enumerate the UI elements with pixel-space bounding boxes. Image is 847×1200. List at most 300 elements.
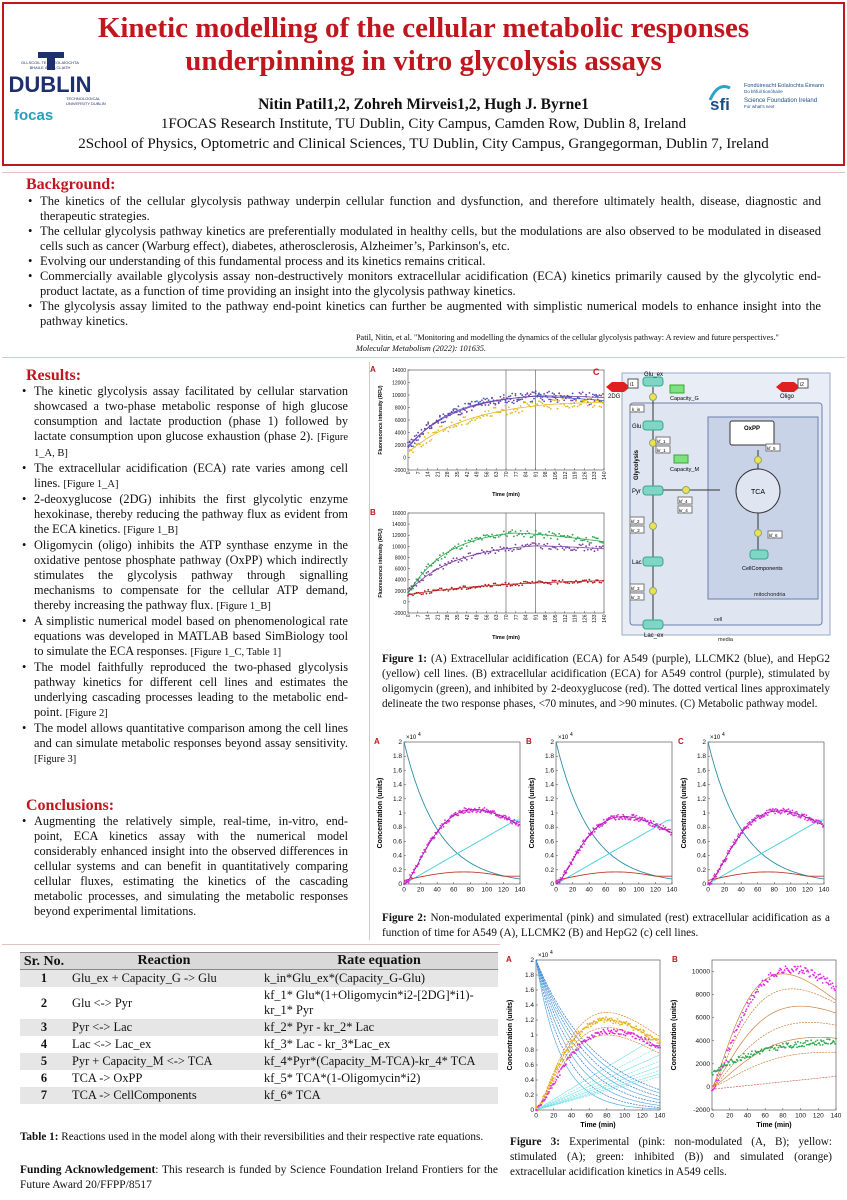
data-point bbox=[632, 1027, 634, 1029]
data-point bbox=[645, 1038, 647, 1040]
data-point bbox=[567, 405, 569, 407]
x-tick-label: 80 bbox=[770, 886, 778, 894]
plot-frame bbox=[556, 742, 672, 884]
data-point bbox=[422, 579, 424, 581]
table-cell-rate: kf_4*Pyr*(Capacity_M-TCA)-kr_4* TCA bbox=[260, 1053, 498, 1070]
data-point bbox=[569, 1047, 571, 1049]
data-point bbox=[835, 986, 837, 988]
data-point bbox=[761, 816, 763, 818]
data-point bbox=[816, 976, 818, 978]
sfi-logo-mark bbox=[706, 78, 842, 118]
data-point bbox=[424, 436, 426, 438]
data-point bbox=[547, 392, 549, 394]
data-point bbox=[530, 544, 532, 546]
data-point bbox=[580, 393, 582, 395]
panel-letter: A bbox=[506, 955, 512, 964]
y-axis-label: Concentration (units) bbox=[377, 777, 384, 849]
data-point bbox=[785, 1047, 787, 1049]
tca-label: TCA bbox=[751, 489, 765, 496]
data-point bbox=[461, 547, 463, 549]
x-tick-label: 84 bbox=[523, 614, 530, 621]
data-point bbox=[571, 1043, 573, 1045]
background-list bbox=[28, 194, 821, 329]
table-row bbox=[20, 1036, 498, 1053]
data-point bbox=[483, 401, 485, 403]
data-point bbox=[523, 536, 525, 538]
x-tick-label: 42 bbox=[464, 614, 471, 621]
data-point bbox=[586, 1040, 588, 1042]
series-line bbox=[404, 742, 520, 879]
results-item bbox=[22, 721, 348, 767]
data-point bbox=[505, 582, 507, 584]
data-point bbox=[513, 400, 515, 402]
kf1-reaction bbox=[650, 440, 657, 447]
data-point bbox=[508, 816, 510, 818]
data-point bbox=[426, 424, 428, 426]
data-point bbox=[575, 549, 577, 551]
data-point bbox=[516, 535, 518, 537]
y-tick-label: 1.6 bbox=[524, 987, 534, 994]
data-point bbox=[552, 580, 554, 582]
data-point bbox=[769, 1049, 771, 1051]
data-point bbox=[510, 395, 512, 397]
data-point bbox=[656, 1042, 658, 1044]
data-point bbox=[784, 969, 786, 971]
data-point bbox=[738, 1026, 740, 1028]
data-point bbox=[571, 1040, 573, 1042]
data-point bbox=[479, 401, 481, 403]
data-point bbox=[709, 884, 711, 886]
data-point bbox=[768, 974, 770, 976]
conclusions-list bbox=[22, 814, 348, 919]
data-point bbox=[555, 1069, 557, 1071]
data-point bbox=[442, 552, 444, 554]
series-line bbox=[404, 810, 520, 885]
y-tick-label: 0.6 bbox=[392, 838, 402, 846]
table-row bbox=[20, 970, 498, 988]
data-point bbox=[518, 548, 520, 550]
data-point bbox=[468, 808, 470, 810]
data-point bbox=[456, 408, 458, 410]
x-tick-label: 140 bbox=[514, 886, 526, 894]
results-item bbox=[22, 660, 348, 721]
data-point bbox=[579, 544, 581, 546]
data-point bbox=[508, 531, 510, 533]
figure2-panel-b bbox=[526, 732, 678, 894]
data-point bbox=[747, 823, 749, 825]
data-point bbox=[488, 404, 490, 406]
x-tick-label: 40 bbox=[433, 886, 441, 894]
y-tick-label: 1.4 bbox=[696, 781, 706, 789]
data-point bbox=[790, 1045, 792, 1047]
data-point bbox=[739, 1056, 741, 1058]
x-tick-label: 140 bbox=[830, 1112, 842, 1120]
data-point bbox=[767, 981, 769, 983]
data-point bbox=[542, 402, 544, 404]
y-tick-label: 1 bbox=[398, 810, 402, 817]
y-tick-label: 0.2 bbox=[544, 866, 554, 874]
x-tick-label: 60 bbox=[602, 886, 610, 894]
data-point bbox=[469, 811, 471, 813]
data-point bbox=[582, 543, 584, 545]
data-point bbox=[508, 406, 510, 408]
data-point bbox=[733, 841, 735, 843]
data-point bbox=[573, 405, 575, 407]
data-point bbox=[515, 411, 517, 413]
data-point bbox=[491, 586, 493, 588]
data-point bbox=[416, 434, 418, 436]
data-point bbox=[817, 1039, 819, 1041]
panel-letter: B bbox=[672, 955, 678, 964]
data-point bbox=[810, 1039, 812, 1041]
lac-ex-node bbox=[643, 620, 663, 629]
data-point bbox=[719, 1074, 721, 1076]
x-tick-label: 7 bbox=[415, 614, 422, 618]
data-point bbox=[568, 407, 570, 409]
y-tick-label: 1.6 bbox=[696, 767, 706, 775]
data-point bbox=[577, 582, 579, 584]
data-point bbox=[796, 811, 798, 813]
data-point bbox=[468, 588, 470, 590]
table-header-rate: Rate equation bbox=[260, 953, 498, 970]
data-point bbox=[531, 391, 533, 393]
data-point bbox=[598, 1019, 600, 1021]
data-point bbox=[455, 812, 457, 814]
table1-caption-label: Table 1: bbox=[20, 1131, 59, 1143]
data-point bbox=[656, 1038, 658, 1040]
data-point bbox=[484, 553, 486, 555]
table-cell-rate: kf_1* Glu*(1+Oligomycin*i2-[2DG]*i1)-kr_1* Pyr bbox=[264, 988, 474, 1017]
data-point bbox=[833, 1041, 835, 1043]
data-point bbox=[515, 544, 517, 546]
x-tick-label: 120 bbox=[812, 1112, 824, 1120]
data-point bbox=[641, 1032, 643, 1034]
data-point bbox=[783, 809, 785, 811]
capacity-g-label: Capacity_G bbox=[670, 396, 699, 402]
data-point bbox=[767, 814, 769, 816]
data-point bbox=[740, 1017, 742, 1019]
y-tick-label: 1.4 bbox=[524, 1002, 534, 1009]
data-point bbox=[587, 1037, 589, 1039]
data-point bbox=[801, 972, 803, 974]
data-point bbox=[521, 584, 523, 586]
data-point bbox=[587, 398, 589, 400]
data-point bbox=[540, 581, 542, 583]
y-tick-label: 1.4 bbox=[392, 781, 402, 789]
results-item bbox=[22, 461, 348, 492]
data-point bbox=[616, 1020, 618, 1022]
x-tick-label: 0 bbox=[554, 886, 558, 894]
data-point bbox=[782, 1043, 784, 1045]
series-line bbox=[536, 1070, 660, 1110]
data-point bbox=[826, 977, 828, 979]
data-point bbox=[486, 809, 488, 811]
data-point bbox=[427, 423, 429, 425]
data-point bbox=[526, 393, 528, 395]
x-tick-label: 20 bbox=[550, 1112, 558, 1120]
table-row bbox=[20, 987, 498, 1019]
data-point bbox=[563, 549, 565, 551]
data-point bbox=[481, 539, 483, 541]
data-point bbox=[548, 548, 550, 550]
data-point bbox=[599, 1018, 601, 1020]
results-item-text: The model faithfully reproduced the two-phased glycolysis pathway kinetics for different cell lines and estimates the underlying cascading processes leading to the metabolic end-point. bbox=[34, 660, 348, 719]
x-tick-label: 120 bbox=[636, 1112, 648, 1120]
data-point bbox=[650, 820, 652, 822]
data-point bbox=[461, 560, 463, 562]
data-point bbox=[790, 972, 792, 974]
y-tick-label: 1.4 bbox=[544, 781, 554, 789]
data-point bbox=[802, 1042, 804, 1044]
data-point bbox=[786, 968, 788, 970]
data-point bbox=[808, 971, 810, 973]
data-point bbox=[484, 535, 486, 537]
data-point bbox=[451, 421, 453, 423]
data-point bbox=[629, 1023, 631, 1025]
figure2-panel-c bbox=[678, 732, 830, 894]
data-point bbox=[618, 1033, 620, 1035]
tu-logo-sub2: UNIVERSITY DUBLIN bbox=[66, 101, 106, 106]
data-point bbox=[584, 400, 586, 402]
data-point bbox=[758, 1051, 760, 1053]
data-point bbox=[601, 1031, 603, 1033]
data-point bbox=[755, 1050, 757, 1052]
data-point bbox=[523, 402, 525, 404]
x-tick-label: 42 bbox=[464, 471, 471, 478]
data-point bbox=[551, 1087, 553, 1089]
series-line bbox=[708, 872, 824, 881]
data-point bbox=[411, 585, 413, 587]
data-point bbox=[520, 405, 522, 407]
data-point bbox=[603, 819, 605, 821]
data-point bbox=[550, 548, 552, 550]
series-line bbox=[536, 960, 660, 1093]
x-tick-label: 0 bbox=[534, 1112, 538, 1120]
data-point bbox=[427, 563, 429, 565]
data-point bbox=[602, 1029, 604, 1031]
results-item-text: The kinetic glycolysis assay facilitated by cellular starvation showcased a two-phase metabolic response of high glucose consumption and lactate production (phase 1) followed by lactate consumption upon glucose exhaustion (phase 2). bbox=[34, 384, 348, 443]
data-point bbox=[578, 1048, 580, 1050]
series-line bbox=[708, 820, 824, 884]
data-point bbox=[828, 984, 830, 986]
data-point bbox=[601, 825, 603, 827]
x-tick-label: 112 bbox=[562, 614, 569, 623]
y-tick-label: 10000 bbox=[691, 968, 710, 976]
data-point bbox=[739, 1023, 741, 1025]
x-tick-label: 40 bbox=[567, 1112, 576, 1120]
data-point bbox=[594, 1021, 596, 1023]
data-point bbox=[454, 408, 456, 410]
kr4-label: kr_4 bbox=[679, 508, 688, 513]
data-point bbox=[625, 1021, 627, 1023]
data-point bbox=[491, 415, 493, 417]
data-point bbox=[582, 540, 584, 542]
background-heading: Background: bbox=[26, 176, 116, 193]
data-point bbox=[797, 1041, 799, 1043]
data-point bbox=[763, 984, 765, 986]
sfi-logo-line3: Science Foundation Ireland bbox=[744, 98, 818, 104]
data-point bbox=[466, 411, 468, 413]
data-point bbox=[570, 400, 572, 402]
data-point bbox=[553, 393, 555, 395]
data-point bbox=[521, 398, 523, 400]
data-point bbox=[513, 536, 515, 538]
data-point bbox=[635, 1025, 637, 1027]
data-point bbox=[714, 1087, 716, 1089]
data-point bbox=[826, 1038, 828, 1040]
data-point bbox=[795, 1043, 797, 1045]
data-point bbox=[550, 1085, 552, 1087]
x-tick-label: 126 bbox=[582, 471, 589, 480]
data-point bbox=[491, 547, 493, 549]
x-tick-label: 49 bbox=[474, 614, 481, 621]
results-item-ref: [Figure 1_B] bbox=[216, 601, 271, 612]
funding-label: Funding Acknowledgement bbox=[20, 1164, 156, 1176]
x-tick-label: 100 bbox=[785, 886, 797, 894]
data-point bbox=[780, 969, 782, 971]
data-point bbox=[663, 825, 665, 827]
data-point bbox=[559, 1064, 561, 1066]
figure1-panel-a bbox=[370, 365, 608, 498]
data-point bbox=[801, 1045, 803, 1047]
data-point bbox=[557, 408, 559, 410]
data-point bbox=[486, 534, 488, 536]
table1-caption-text: Reactions used in the model along with their reversibilities and their respective rate equations. bbox=[61, 1131, 484, 1143]
data-point bbox=[800, 1042, 802, 1044]
data-point bbox=[468, 553, 470, 555]
data-point bbox=[774, 813, 776, 815]
sfi-logo-mark-text: sfi bbox=[710, 95, 730, 114]
data-point bbox=[474, 537, 476, 539]
data-point bbox=[633, 814, 635, 816]
table-cell-no: 6 bbox=[40, 1071, 48, 1085]
data-point bbox=[427, 432, 429, 434]
figure2-panel-a bbox=[374, 732, 526, 894]
data-point bbox=[721, 1063, 723, 1065]
series-line bbox=[404, 872, 520, 881]
x-tick-label: 105 bbox=[553, 614, 559, 623]
data-point bbox=[459, 810, 461, 812]
y-tick-label: 4000 bbox=[394, 430, 406, 437]
data-point bbox=[468, 540, 470, 542]
data-point bbox=[565, 547, 567, 549]
y-tick-label: 16000 bbox=[392, 511, 406, 517]
data-point bbox=[523, 581, 525, 583]
data-point bbox=[408, 882, 410, 884]
data-point bbox=[750, 824, 752, 826]
x-tick-label: 40 bbox=[743, 1112, 752, 1120]
data-point bbox=[518, 399, 520, 401]
y-tick-label: 8000 bbox=[394, 405, 406, 412]
data-point bbox=[650, 1039, 652, 1041]
panel-letter: A bbox=[374, 737, 380, 746]
y-tick-label: 0 bbox=[530, 1107, 534, 1114]
data-point bbox=[581, 1031, 583, 1033]
data-point bbox=[530, 393, 532, 395]
y-axis-label: Concentration (units) bbox=[681, 777, 688, 849]
data-point bbox=[458, 405, 460, 407]
y-tick-label: 6000 bbox=[695, 1014, 710, 1022]
data-point bbox=[579, 404, 581, 406]
data-point bbox=[444, 556, 446, 558]
y-tick-label: 1.6 bbox=[544, 767, 554, 775]
data-point bbox=[474, 419, 476, 421]
data-point bbox=[513, 403, 515, 405]
data-point bbox=[829, 1039, 831, 1041]
data-point bbox=[521, 411, 523, 413]
data-point bbox=[558, 533, 560, 535]
data-point bbox=[783, 971, 785, 973]
data-point bbox=[748, 1003, 750, 1005]
data-point bbox=[503, 531, 505, 533]
data-point bbox=[557, 549, 559, 551]
data-point bbox=[557, 401, 559, 403]
y-axis-label: Fluorescence intensity (RFU) bbox=[378, 528, 384, 598]
data-point bbox=[738, 833, 740, 835]
y-tick-label: -2000 bbox=[393, 468, 406, 474]
y-tick-label: 0.4 bbox=[696, 852, 706, 860]
data-point bbox=[572, 534, 574, 536]
results-item-text: 2-deoxyglucose (2DG) inhibits the first glycolytic enzyme hexokinase, thereby reducing the pathway flux as evident from the ECA kinetics. bbox=[34, 492, 348, 536]
data-point bbox=[503, 394, 505, 396]
data-point bbox=[609, 1018, 611, 1020]
data-point bbox=[510, 585, 512, 587]
figure1-caption-label: Figure 1: bbox=[382, 653, 427, 665]
data-point bbox=[528, 404, 530, 406]
data-point bbox=[444, 563, 446, 565]
funding-acknowledgement bbox=[20, 1163, 498, 1193]
data-point bbox=[577, 1033, 579, 1035]
data-point bbox=[802, 970, 804, 972]
table-header-no: Sr. No. bbox=[20, 953, 68, 970]
kr2-label: kr_2 bbox=[631, 528, 640, 533]
data-point bbox=[437, 429, 439, 431]
data-point bbox=[407, 455, 409, 457]
data-point bbox=[464, 585, 466, 587]
data-point bbox=[653, 821, 655, 823]
data-point bbox=[749, 821, 751, 823]
data-point bbox=[816, 1044, 818, 1046]
y-tick-label: 0.4 bbox=[524, 1077, 534, 1084]
data-point bbox=[416, 585, 418, 587]
data-point bbox=[747, 1002, 749, 1004]
data-point bbox=[533, 392, 535, 394]
data-point bbox=[426, 593, 428, 595]
data-point bbox=[636, 815, 638, 817]
x-tick-label: 80 bbox=[618, 886, 626, 894]
data-point bbox=[558, 392, 560, 394]
data-point bbox=[466, 545, 468, 547]
data-point bbox=[617, 814, 619, 816]
data-point bbox=[489, 415, 491, 417]
lac-node bbox=[643, 557, 663, 566]
data-point bbox=[795, 815, 797, 817]
data-point bbox=[562, 579, 564, 581]
data-point bbox=[458, 414, 460, 416]
x-tick-label: 70 bbox=[504, 614, 510, 621]
data-point bbox=[495, 583, 497, 585]
data-point bbox=[602, 823, 604, 825]
data-point bbox=[567, 1050, 569, 1052]
x-tick-label: 120 bbox=[649, 886, 661, 894]
data-point bbox=[557, 399, 559, 401]
data-point bbox=[531, 542, 533, 544]
data-point bbox=[813, 975, 815, 977]
data-point bbox=[506, 585, 508, 587]
data-point bbox=[511, 529, 513, 531]
data-point bbox=[746, 1008, 748, 1010]
data-point bbox=[577, 406, 579, 408]
